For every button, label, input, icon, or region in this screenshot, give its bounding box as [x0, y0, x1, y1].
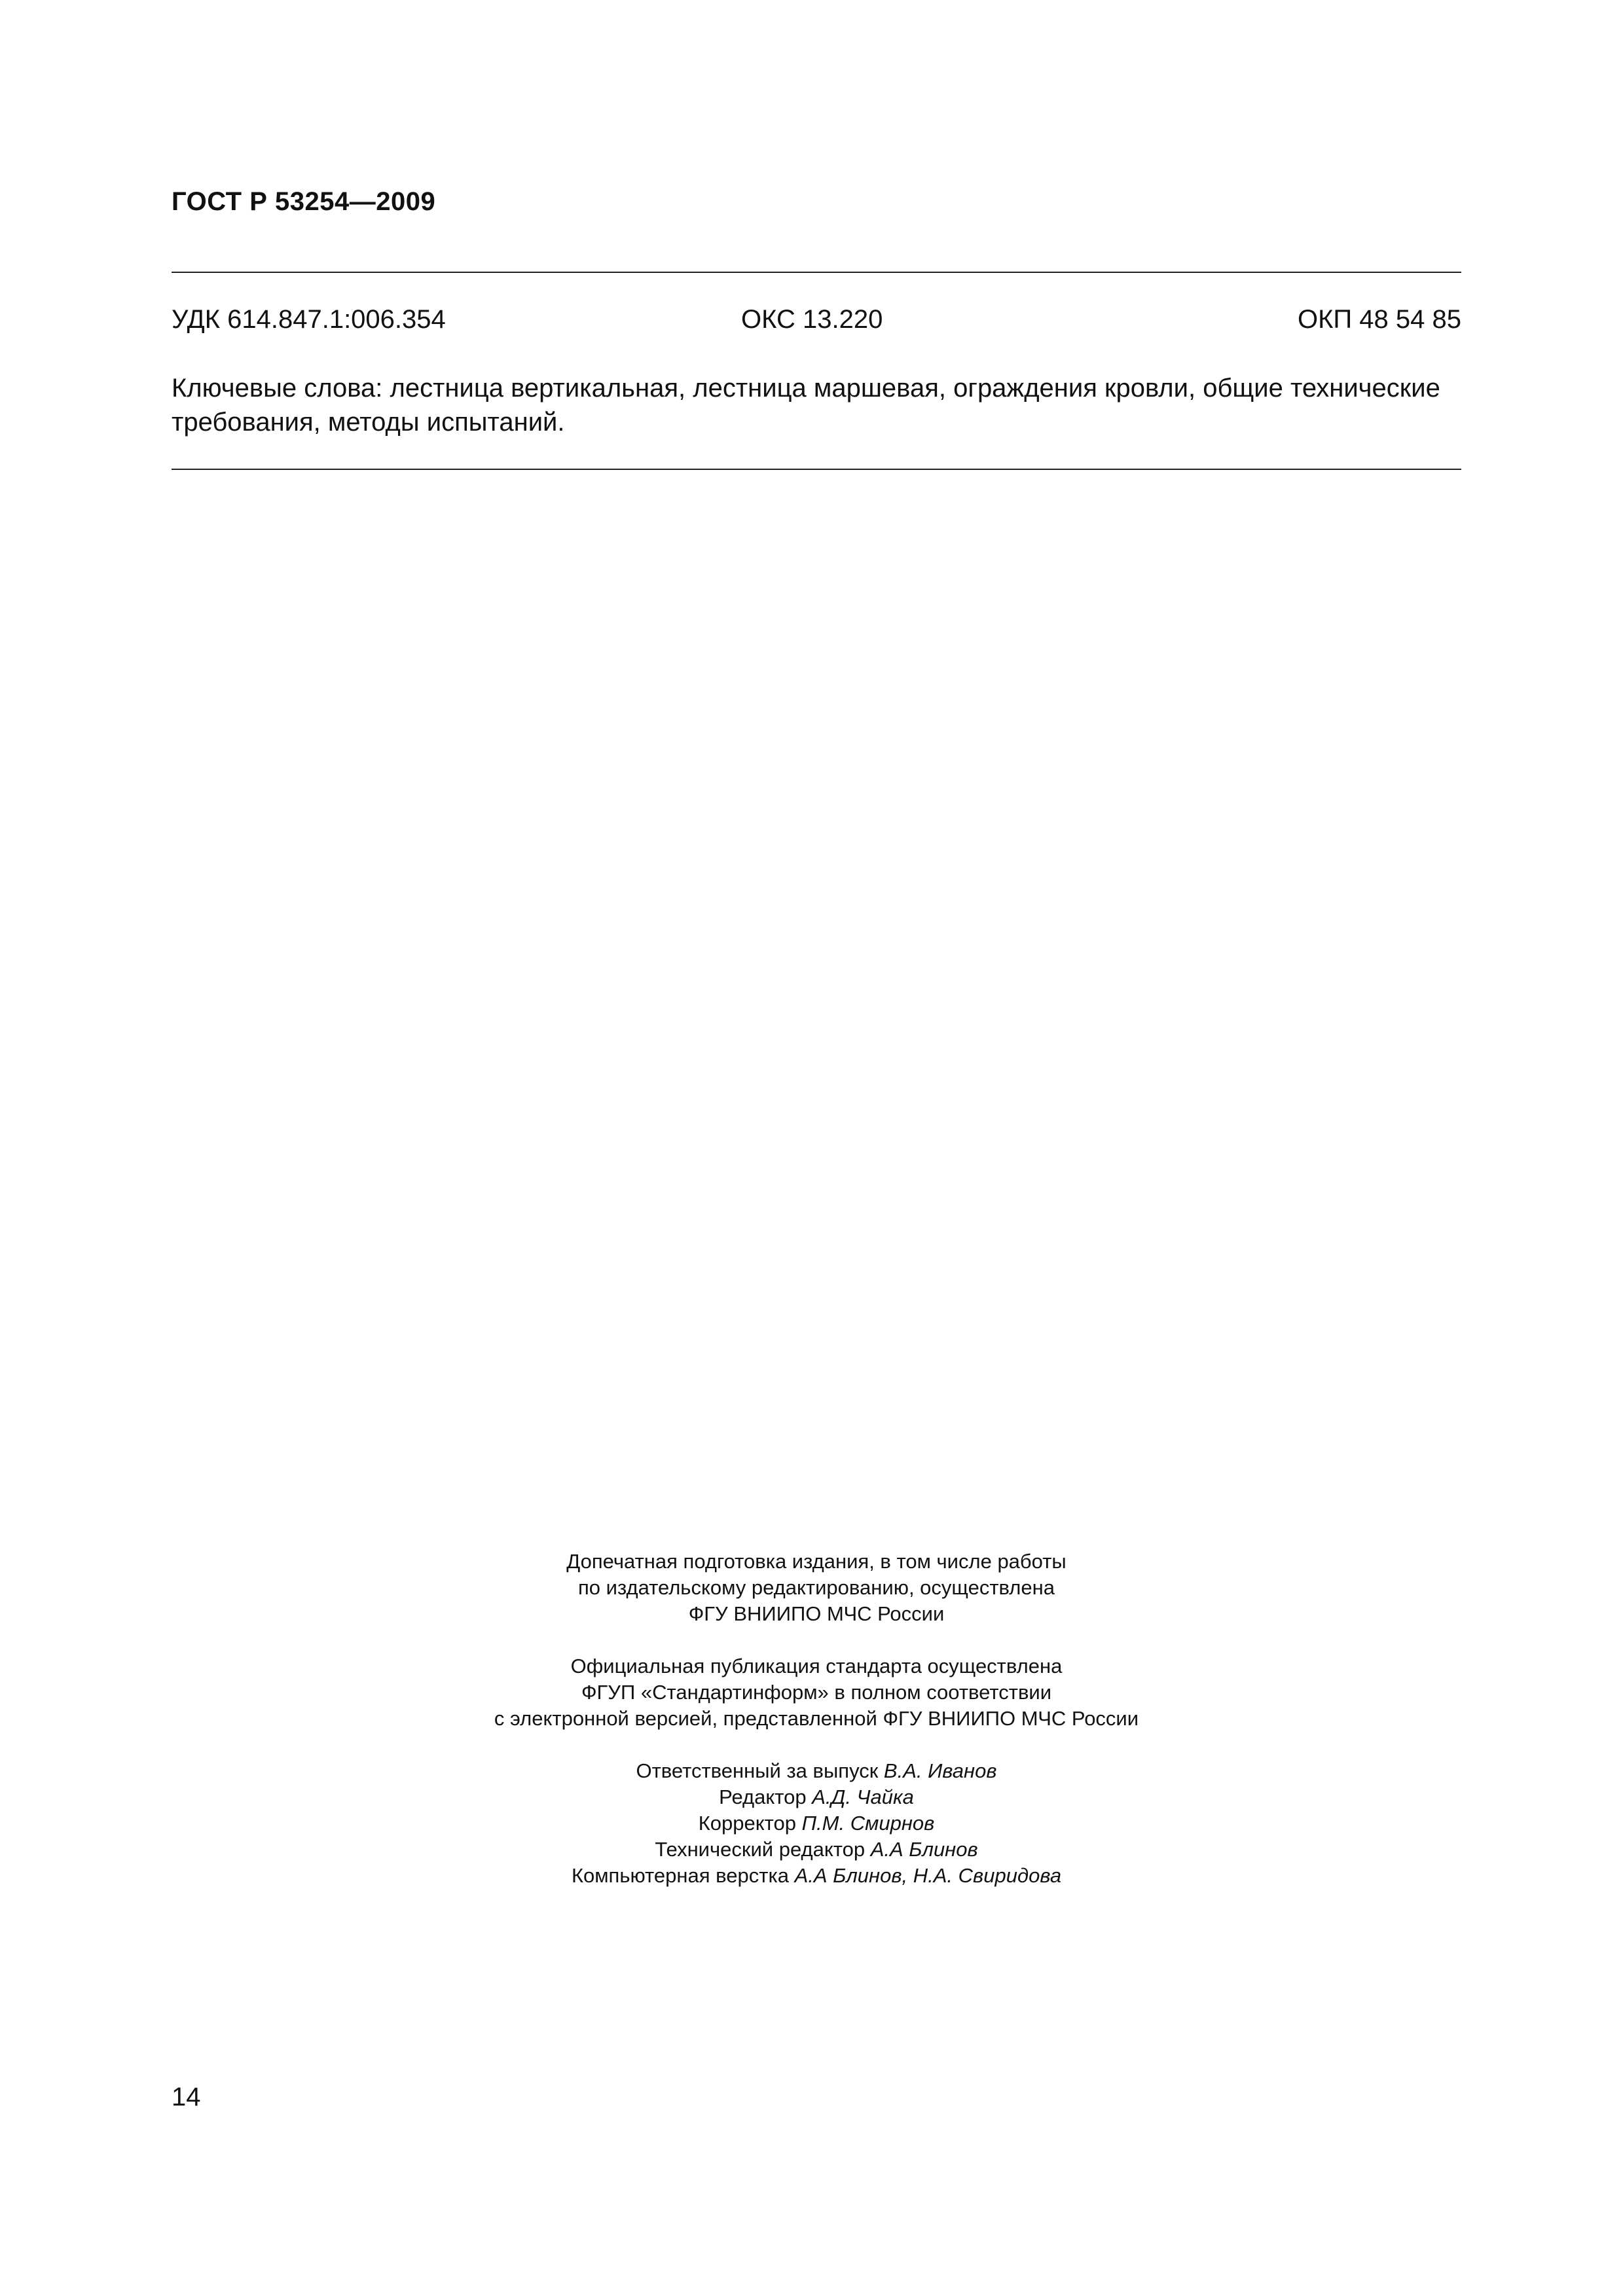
- document-code: ГОСТ Р 53254—2009: [172, 187, 436, 216]
- bottom-divider: [172, 469, 1461, 470]
- prepress-block: [172, 1549, 1461, 1627]
- credit-line: [172, 1837, 1461, 1863]
- imprint-section: [172, 1549, 1461, 1889]
- credit-role: Компьютерная верстка: [571, 1864, 789, 1887]
- publication-line: Официальная публикация стандарта осуществлена: [570, 1655, 1063, 1677]
- credit-role: Редактор: [719, 1785, 807, 1808]
- credit-line: [172, 1784, 1461, 1810]
- prepress-line: Допечатная подготовка издания, в том числе работы: [566, 1550, 1067, 1573]
- prepress-line: ФГУ ВНИИПО МЧС России: [688, 1602, 945, 1625]
- credit-name: А.А Блинов: [870, 1838, 978, 1861]
- credits-block: [172, 1758, 1461, 1889]
- credit-name: П.М. Смирнов: [801, 1812, 935, 1835]
- credit-line: [172, 1758, 1461, 1784]
- publication-line: с электронной версией, представленной ФГУ ВНИИПО МЧС России: [494, 1707, 1139, 1730]
- credit-line: [172, 1810, 1461, 1837]
- top-divider: [172, 272, 1461, 273]
- credit-name: В.А. Иванов: [883, 1759, 997, 1782]
- keywords-paragraph: Ключевые слова: лестница вертикальная, лестница маршевая, ограждения кровли, общие технические требования, методы испытаний.: [172, 374, 1440, 437]
- credit-role: Корректор: [698, 1812, 796, 1835]
- credit-role: Технический редактор: [655, 1838, 866, 1861]
- udk-code: УДК 614.847.1:006.354: [172, 305, 446, 334]
- page-number: 14: [172, 2083, 201, 2111]
- credit-role: Ответственный за выпуск: [636, 1759, 879, 1782]
- publication-line: ФГУП «Стандартинформ» в полном соответствии: [581, 1681, 1052, 1704]
- prepress-line: по издательскому редактированию, осуществлена: [578, 1576, 1055, 1599]
- publication-block: [172, 1653, 1461, 1732]
- okp-code: ОКП 48 54 85: [1298, 305, 1461, 334]
- classifier-row: [172, 305, 1461, 338]
- credit-name: А.Д. Чайка: [812, 1785, 914, 1808]
- credit-line: [172, 1863, 1461, 1889]
- credit-name: А.А Блинов, Н.А. Свиридова: [794, 1864, 1062, 1887]
- oks-code: ОКС 13.220: [741, 305, 883, 334]
